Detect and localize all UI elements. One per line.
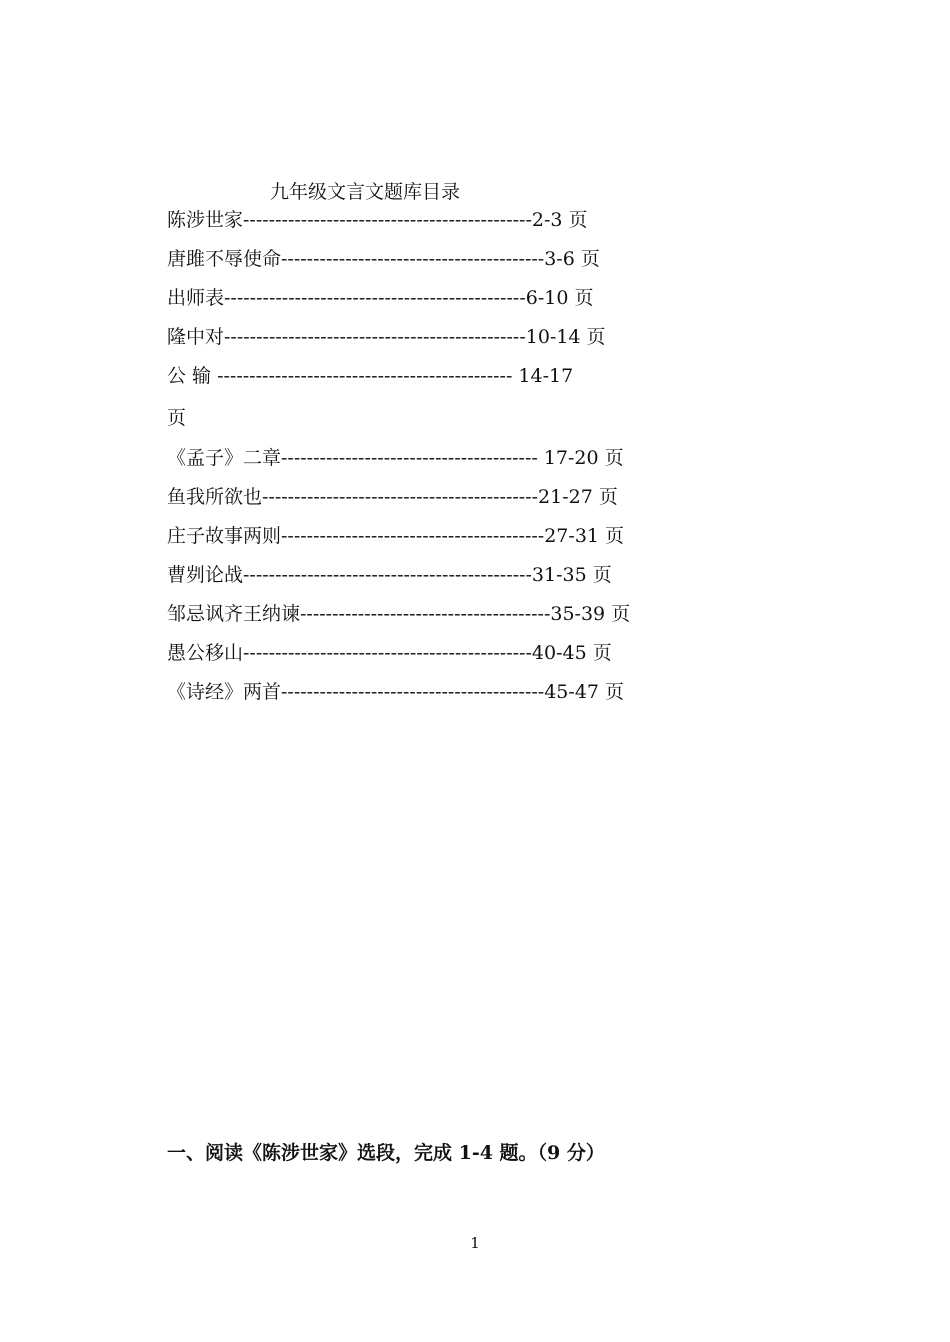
toc-entry-long-zhong-dui: 隆中对-----------------------------------------------10-14 页 [167, 326, 606, 348]
toc-entry-chen-she-shi-jia: 陈涉世家---------------------------------------------2-3 页 [167, 209, 588, 231]
toc-entry-tang-ju-bu-ru-shi-ming: 唐雎不辱使命-----------------------------------------3-6 页 [167, 248, 600, 270]
toc-entry-chu-shi-biao: 出师表-----------------------------------------------6-10 页 [167, 287, 594, 309]
section-heading: 一、阅读《陈涉世家》选段，完成 1-4 题。（9 分） [167, 1142, 605, 1164]
toc-entry-zou-ji: 邹忌讽齐王纳谏---------------------------------------35-39 页 [167, 603, 631, 625]
toc-entry-yu-wo-suo-yu-ye: 鱼我所欲也-------------------------------------------21-27 页 [167, 486, 618, 508]
toc-entry-zhuangzi-gu-shi: 庄子故事两则-----------------------------------------27-31 页 [167, 525, 625, 547]
page-number: 1 [470, 1234, 480, 1252]
toc-entry-mengzi-er-zhang: 《孟子》二章---------------------------------------- 17-20 页 [167, 447, 624, 469]
toc-entry-cao-gui-lun-zhan: 曹刿论战---------------------------------------------31-35 页 [167, 564, 612, 586]
toc-title: 九年级文言文题库目录 [270, 181, 461, 203]
toc-entry-gong-shu: 公 输 ---------------------------------------------- 14-17 [167, 365, 574, 387]
toc-entry-shi-jing-liang-shou: 《诗经》两首-----------------------------------------45-47 页 [167, 681, 625, 703]
toc-entry-yu-gong-yi-shan: 愚公移山---------------------------------------------40-45 页 [167, 642, 612, 664]
toc-entry-gong-shu-wrap: 页 [167, 407, 187, 429]
